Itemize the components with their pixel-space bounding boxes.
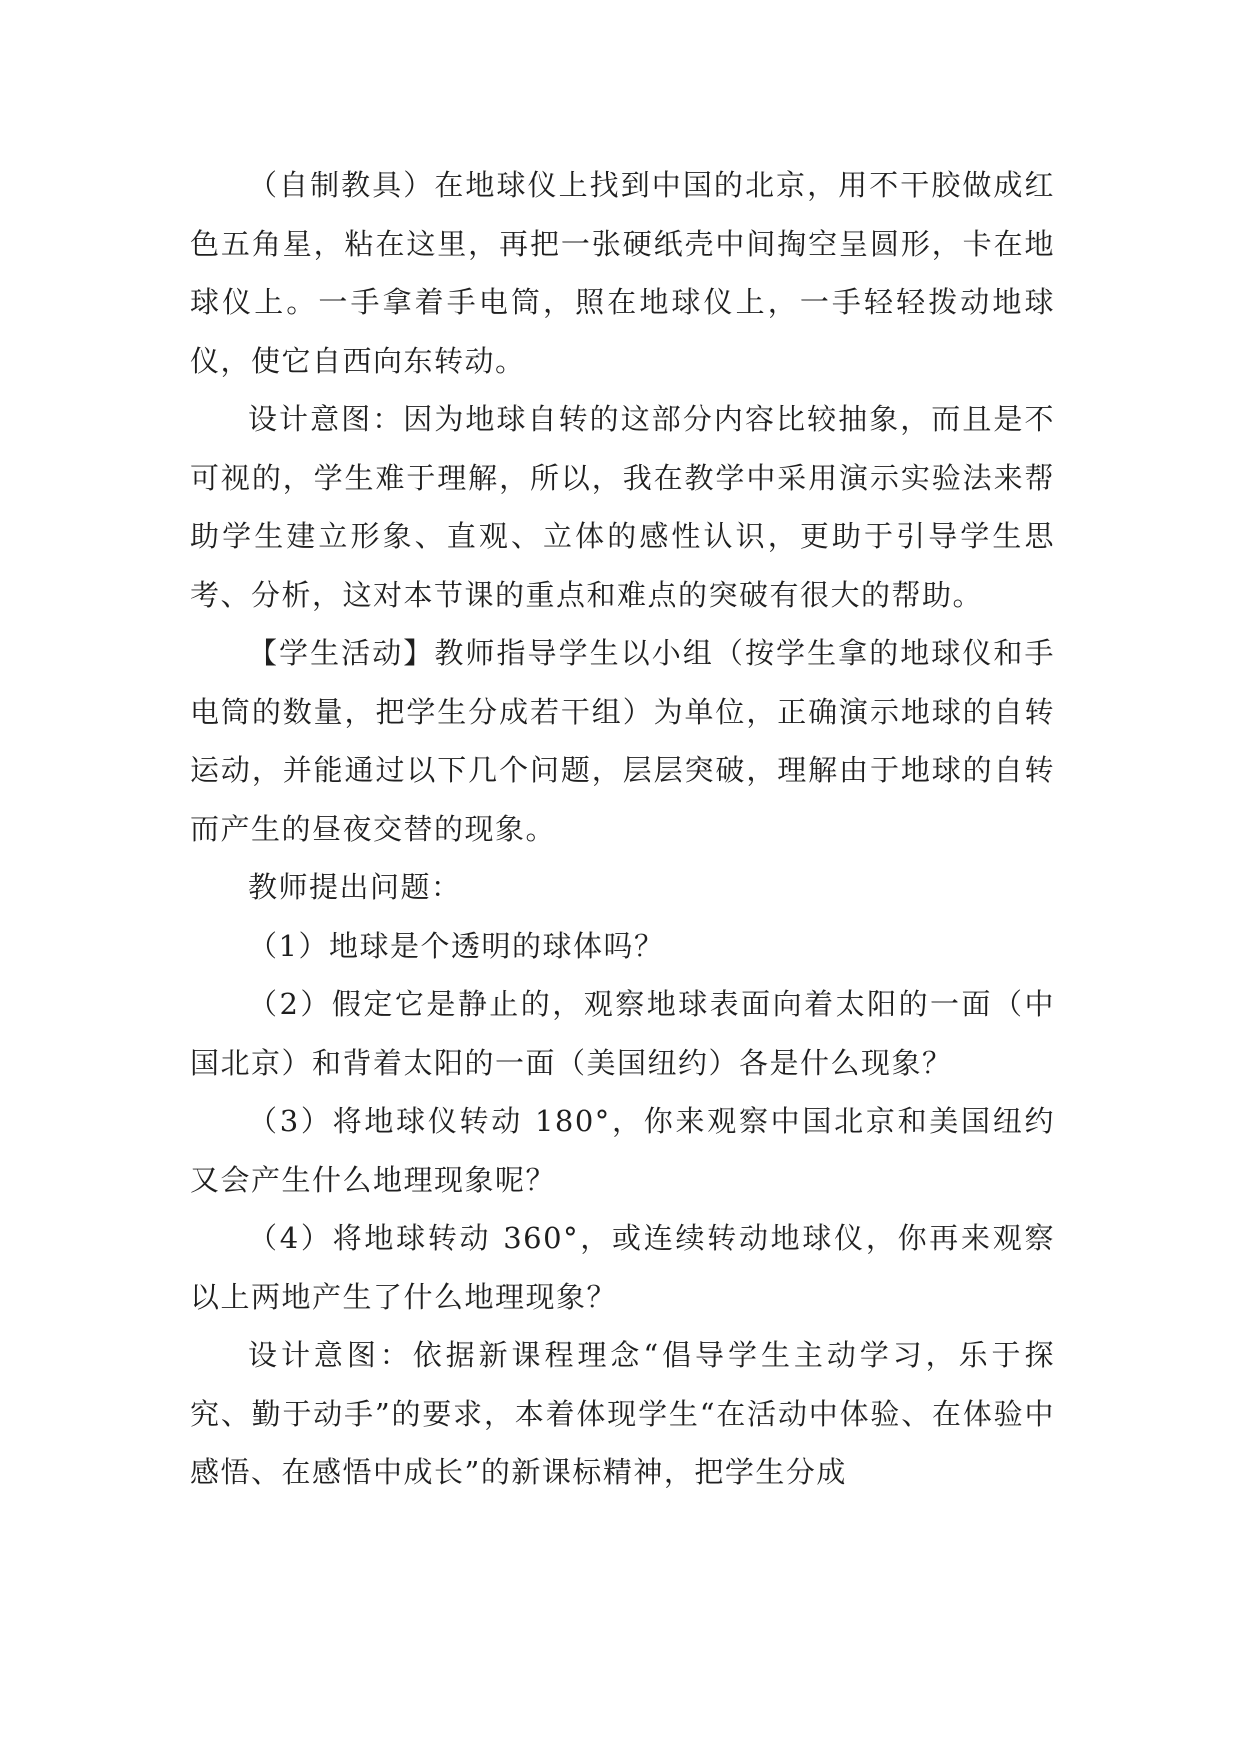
document-body (190, 156, 1055, 1502)
paragraph-student-activity: 【学生活动】教师指导学生以小组（按学生拿的地球仪和手电筒的数量，把学生分成若干组）为单位，正确演示地球的自转运动，并能通过以下几个问题，层层突破，理解由于地球的自转而产生的昼夜交替的现象。 (190, 636, 1055, 846)
question-3: （3）将地球仪转动 180°，你来观察中国北京和美国纽约又会产生什么地理现象呢？ (190, 1104, 1055, 1197)
paragraph-design-intent-1: 设计意图：因为地球自转的这部分内容比较抽象，而且是不可视的，学生难于理解，所以，我在教学中采用演示实验法来帮助学生建立形象、直观、立体的感性认识，更助于引导学生思考、分析，这对本节课的重点和难点的突破有很大的帮助。 (190, 402, 1055, 612)
paragraph-teacher-questions: 教师提出问题： (248, 870, 462, 904)
paragraph-design-intent-2: 设计意图：依据新课程理念“倡导学生主动学习，乐于探究、勤于动手”的要求，本着体现学生“在活动中体验、在体验中感悟、在感悟中成长”的新课标精神，把学生分成 (190, 1338, 1055, 1489)
question-1: （1）地球是个透明的球体吗？ (248, 928, 665, 963)
paragraph-teaching-aid: （自制教具）在地球仪上找到中国的北京，用不干胶做成红色五角星，粘在这里，再把一张硬纸壳中间掏空呈圆形，卡在地球仪上。一手拿着手电筒，照在地球仪上，一手轻轻拨动地球仪，使它自西向东转动。 (190, 168, 1055, 378)
question-2: （2）假定它是静止的，观察地球表面向着太阳的一面（中国北京）和背着太阳的一面（美国纽约）各是什么现象？ (190, 987, 1055, 1080)
question-4: （4）将地球转动 360°，或连续转动地球仪，你再来观察以上两地产生了什么地理现象？ (190, 1221, 1055, 1314)
